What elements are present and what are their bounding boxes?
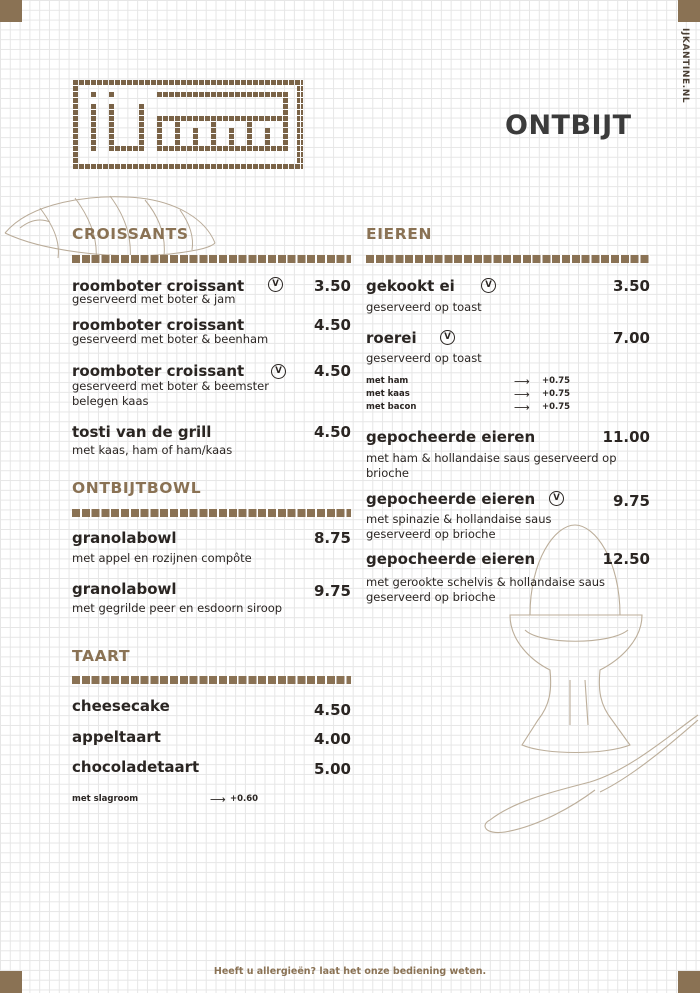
logo-mark: [73, 80, 303, 170]
extra-option-label: met bacon: [366, 402, 417, 412]
menu-item-name: gepocheerde eieren: [366, 428, 536, 446]
menu-item-name: gekookt ei: [366, 277, 455, 295]
menu-item-name: roomboter croissant: [72, 362, 245, 380]
menu-item-price: 3.50: [612, 277, 650, 295]
corner-block-top-right: [678, 0, 700, 22]
menu-item-name: roerei: [366, 329, 417, 347]
vegetarian-badge: V: [440, 330, 455, 345]
extra-option-label: met slagroom: [72, 794, 139, 804]
menu-item-price: 5.00: [313, 760, 351, 778]
menu-item-price: 4.50: [313, 423, 351, 441]
section-title-eieren: EIEREN: [366, 225, 433, 243]
menu-item-price: 3.50: [313, 277, 351, 295]
extra-option-price: +0.75: [542, 402, 571, 412]
allergy-notice: Heeft u allergieën? laat het onze bediening weten.: [213, 966, 487, 977]
section-divider-eieren: [366, 255, 650, 263]
extra-option-label: met ham: [366, 376, 409, 386]
menu-item-description: geserveerd met boter & jam: [72, 292, 236, 306]
menu-item-price: 4.00: [313, 730, 351, 748]
menu-item-description: met spinazie & hollandaise saus geserveerd op brioche: [366, 512, 552, 541]
menu-item-name: tosti van de grill: [72, 423, 212, 441]
corner-block-top-left: [0, 0, 22, 22]
extra-option-price: +0.60: [230, 794, 259, 804]
section-divider-ontbijtbowl: [72, 509, 351, 517]
menu-item-price: 4.50: [313, 362, 351, 380]
menu-item-description: met kaas, ham of ham/kaas: [72, 443, 233, 457]
menu-item-name: roomboter croissant: [72, 316, 245, 334]
extra-option-price: +0.75: [542, 376, 571, 386]
arrow-right-icon: ⟶: [514, 375, 530, 388]
menu-item-price: 4.50: [313, 316, 351, 334]
menu-item-price: 9.75: [612, 492, 650, 510]
menu-item-description: met gegrilde peer en esdoorn siroop: [72, 601, 283, 615]
extra-option-price: +0.75: [542, 389, 571, 399]
menu-item-price: 9.75: [313, 582, 351, 600]
menu-item-description: met appel en rozijnen compôte: [72, 551, 252, 565]
menu-item-price: 7.00: [612, 329, 650, 347]
extra-option-label: met kaas: [366, 389, 410, 399]
menu-item-name: chocoladetaart: [72, 758, 200, 776]
page-title: ONTBIJT: [505, 110, 632, 141]
menu-item-name: roomboter croissant: [72, 277, 245, 295]
menu-item-name: granolabowl: [72, 529, 177, 547]
vegetarian-badge: V: [271, 364, 286, 379]
menu-item-price: 8.75: [313, 529, 351, 547]
section-title-taart: TAART: [72, 647, 131, 665]
menu-item-name: granolabowl: [72, 580, 177, 598]
menu-item-price: 12.50: [602, 550, 650, 568]
website-label: IJKANTINE.NL: [680, 28, 690, 104]
menu-item-description: geserveerd op toast: [366, 300, 482, 314]
arrow-right-icon: ⟶: [514, 388, 530, 401]
section-title-ontbijtbowl: ONTBIJTBOWL: [72, 479, 202, 497]
brand-logo: [73, 80, 303, 170]
menu-item-description: met ham & hollandaise saus geserveerd op brioche: [366, 451, 617, 480]
menu-item-description: met gerookte schelvis & hollandaise saus geserveerd op brioche: [366, 575, 606, 604]
section-divider-croissants: [72, 255, 351, 263]
vegetarian-badge: V: [549, 491, 564, 506]
menu-item-name: appeltaart: [72, 728, 161, 746]
arrow-right-icon: ⟶: [514, 401, 530, 414]
menu-item-description: geserveerd met boter & beemster belegen kaas: [72, 379, 269, 408]
egg-cup-illustration: [470, 520, 700, 840]
menu-item-name: gepocheerde eieren: [366, 490, 536, 508]
menu-item-description: geserveerd op toast: [366, 351, 482, 365]
section-divider-taart: [72, 676, 351, 684]
section-title-croissants: CROISSANTS: [72, 225, 189, 243]
menu-item-description: geserveerd met boter & beenham: [72, 332, 269, 346]
menu-item-price: 11.00: [602, 428, 650, 446]
menu-item-name: gepocheerde eieren: [366, 550, 536, 568]
menu-item-name: cheesecake: [72, 697, 170, 715]
arrow-right-icon: ⟶: [210, 793, 226, 806]
menu-item-price: 4.50: [313, 701, 351, 719]
vegetarian-badge: V: [481, 278, 496, 293]
vegetarian-badge: V: [268, 277, 283, 292]
